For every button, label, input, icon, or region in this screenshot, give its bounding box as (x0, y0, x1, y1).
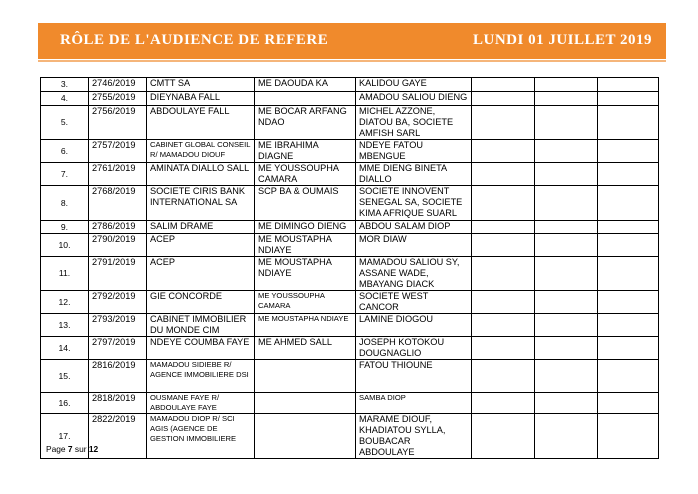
empty-cell (535, 393, 598, 414)
empty-cell (535, 234, 598, 257)
table-row (41, 234, 659, 257)
empty-cell (535, 360, 598, 393)
empty-cell (598, 337, 659, 360)
row-number: 9. (41, 221, 89, 234)
lawyer: ME IBRAHIMA DIAGNE (255, 140, 356, 163)
lawyer: ME MOUSTAPHA NDIAYE (255, 314, 356, 337)
empty-cell (598, 291, 659, 314)
case-number: 2792/2019 (89, 291, 147, 314)
row-number: 6. (41, 140, 89, 163)
lawyer (255, 360, 356, 393)
empty-cell (598, 257, 659, 291)
lawyer (255, 414, 356, 459)
case-number: 2786/2019 (89, 221, 147, 234)
empty-cell (535, 106, 598, 140)
case-number: 2818/2019 (89, 393, 147, 414)
empty-cell (598, 234, 659, 257)
lawyer: ME AHMED SALL (255, 337, 356, 360)
party-plaintiff: CMTT SA (147, 78, 255, 92)
party-defendant: MARAME DIOUF, KHADIATOU SYLLA, BOUBACAR ABDOULAYE (356, 414, 472, 459)
empty-cell (598, 106, 659, 140)
empty-cell (472, 360, 535, 393)
lawyer: SCP BA & OUMAIS (255, 186, 356, 221)
row-number: 8. (41, 186, 89, 221)
row-number: 14. (41, 337, 89, 360)
case-number: 2757/2019 (89, 140, 147, 163)
party-plaintiff: GIE CONCORDE (147, 291, 255, 314)
empty-cell (598, 414, 659, 459)
row-number: 10. (41, 234, 89, 257)
lawyer (255, 92, 356, 106)
case-number: 2816/2019 (89, 360, 147, 393)
empty-cell (472, 234, 535, 257)
table-row (41, 414, 659, 459)
empty-cell (472, 78, 535, 92)
empty-cell (598, 78, 659, 92)
empty-cell (535, 186, 598, 221)
party-plaintiff: MAMADOU DIOP R/ SCI AGIS (AGENCE DE GESTION IMMOBILIERE (147, 414, 255, 459)
page-number: 7 (67, 444, 73, 454)
empty-cell (472, 314, 535, 337)
empty-cell (535, 337, 598, 360)
empty-cell (472, 186, 535, 221)
lawyer: ME YOUSSOUPHA CAMARA (255, 163, 356, 186)
party-defendant: KALIDOU GAYE (356, 78, 472, 92)
empty-cell (535, 163, 598, 186)
table-row (41, 106, 659, 140)
lawyer: ME BOCAR ARFANG NDAO (255, 106, 356, 140)
table-row (41, 140, 659, 163)
row-number: 12. (41, 291, 89, 314)
empty-cell (598, 140, 659, 163)
party-plaintiff: SOCIETE CIRIS BANK INTERNATIONAL SA (147, 186, 255, 221)
party-plaintiff: OUSMANE FAYE R/ ABDOULAYE FAYE (147, 393, 255, 414)
empty-cell (472, 393, 535, 414)
total-pages: 12 (88, 444, 99, 454)
empty-cell (598, 314, 659, 337)
empty-cell (472, 291, 535, 314)
of-word: sur (74, 444, 87, 454)
party-plaintiff: MAMADOU SIDIEBE R/ AGENCE IMMOBILIERE DSI (147, 360, 255, 393)
table-row (41, 78, 659, 92)
party-defendant: JOSEPH KOTOKOU DOUGNAGLIO (356, 337, 472, 360)
party-defendant: MME DIENG BINETA DIALLO (356, 163, 472, 186)
party-defendant: LAMINE DIOGOU (356, 314, 472, 337)
table-row (41, 360, 659, 393)
party-plaintiff: DIEYNABA FALL (147, 92, 255, 106)
party-defendant: MOR DIAW (356, 234, 472, 257)
lawyer: ME YOUSSOUPHA CAMARA (255, 291, 356, 314)
empty-cell (472, 221, 535, 234)
case-number: 2746/2019 (89, 78, 147, 92)
case-number: 2822/2019 (89, 414, 147, 459)
empty-cell (535, 140, 598, 163)
page-title: RÔLE DE L'AUDIENCE DE REFERE (60, 32, 329, 48)
empty-cell (535, 221, 598, 234)
lawyer (255, 393, 356, 414)
hearing-date: LUNDI 01 JUILLET 2019 (472, 32, 652, 48)
empty-cell (598, 163, 659, 186)
table-row (41, 314, 659, 337)
row-number: 17. (41, 414, 89, 459)
page-word: Page (46, 444, 66, 454)
empty-cell (535, 78, 598, 92)
empty-cell (535, 414, 598, 459)
lawyer: ME MOUSTAPHA NDIAYE (255, 257, 356, 291)
empty-cell (472, 92, 535, 106)
case-number: 2768/2019 (89, 186, 147, 221)
row-number: 5. (41, 106, 89, 140)
row-number: 13. (41, 314, 89, 337)
party-plaintiff: ACEP (147, 257, 255, 291)
table-row (41, 393, 659, 414)
lawyer: ME MOUSTAPHA NDIAYE (255, 234, 356, 257)
case-number: 2755/2019 (89, 92, 147, 106)
empty-cell (472, 414, 535, 459)
empty-cell (535, 92, 598, 106)
header-underline (38, 60, 666, 62)
empty-cell (598, 360, 659, 393)
party-defendant: MICHEL AZZONE, DIATOU BA, SOCIETE AMFISH SARL (356, 106, 472, 140)
table-row (41, 163, 659, 186)
empty-cell (472, 337, 535, 360)
hearing-roll-table (40, 77, 659, 459)
table-row (41, 186, 659, 221)
case-number: 2761/2019 (89, 163, 147, 186)
empty-cell (535, 257, 598, 291)
case-number: 2790/2019 (89, 234, 147, 257)
empty-cell (598, 221, 659, 234)
empty-cell (598, 186, 659, 221)
party-plaintiff: SALIM DRAME (147, 221, 255, 234)
table-row (41, 337, 659, 360)
party-defendant: SOCIETE INNOVENT SENEGAL SA, SOCIETE KIMA AFRIQUE SUARL (356, 186, 472, 221)
table-row (41, 221, 659, 234)
row-number: 3. (41, 78, 89, 92)
party-plaintiff: AMINATA DIALLO SALL (147, 163, 255, 186)
row-number: 15. (41, 360, 89, 393)
row-number: 11. (41, 257, 89, 291)
empty-cell (598, 92, 659, 106)
party-plaintiff: CABINET GLOBAL CONSEIL R/ MAMADOU DIOUF (147, 140, 255, 163)
table-row (41, 291, 659, 314)
empty-cell (598, 393, 659, 414)
table-row (41, 92, 659, 106)
row-number: 4. (41, 92, 89, 106)
case-number: 2793/2019 (89, 314, 147, 337)
party-defendant: AMADOU SALIOU DIENG (356, 92, 472, 106)
lawyer: ME DAOUDA KA (255, 78, 356, 92)
case-number: 2797/2019 (89, 337, 147, 360)
empty-cell (472, 106, 535, 140)
empty-cell (535, 291, 598, 314)
table-row (41, 257, 659, 291)
case-number: 2791/2019 (89, 257, 147, 291)
empty-cell (535, 314, 598, 337)
party-defendant: SAMBA DIOP (356, 393, 472, 414)
party-plaintiff: CABINET IMMOBILIER DU MONDE CIM (147, 314, 255, 337)
party-plaintiff: NDEYE COUMBA FAYE (147, 337, 255, 360)
party-defendant: FATOU THIOUNE (356, 360, 472, 393)
empty-cell (472, 257, 535, 291)
case-number: 2756/2019 (89, 106, 147, 140)
lawyer: ME DIMINGO DIENG (255, 221, 356, 234)
party-defendant: ABDOU SALAM DIOP (356, 221, 472, 234)
party-defendant: SOCIETE WEST CANCOR (356, 291, 472, 314)
row-number: 7. (41, 163, 89, 186)
party-defendant: MAMADOU SALIOU SY, ASSANE WADE, MBAYANG DIACK (356, 257, 472, 291)
page-footer (46, 444, 98, 454)
empty-cell (472, 140, 535, 163)
party-plaintiff: ABDOULAYE FALL (147, 106, 255, 140)
party-defendant: NDEYE FATOU MBENGUE (356, 140, 472, 163)
row-number: 16. (41, 393, 89, 414)
empty-cell (472, 163, 535, 186)
party-plaintiff: ACEP (147, 234, 255, 257)
